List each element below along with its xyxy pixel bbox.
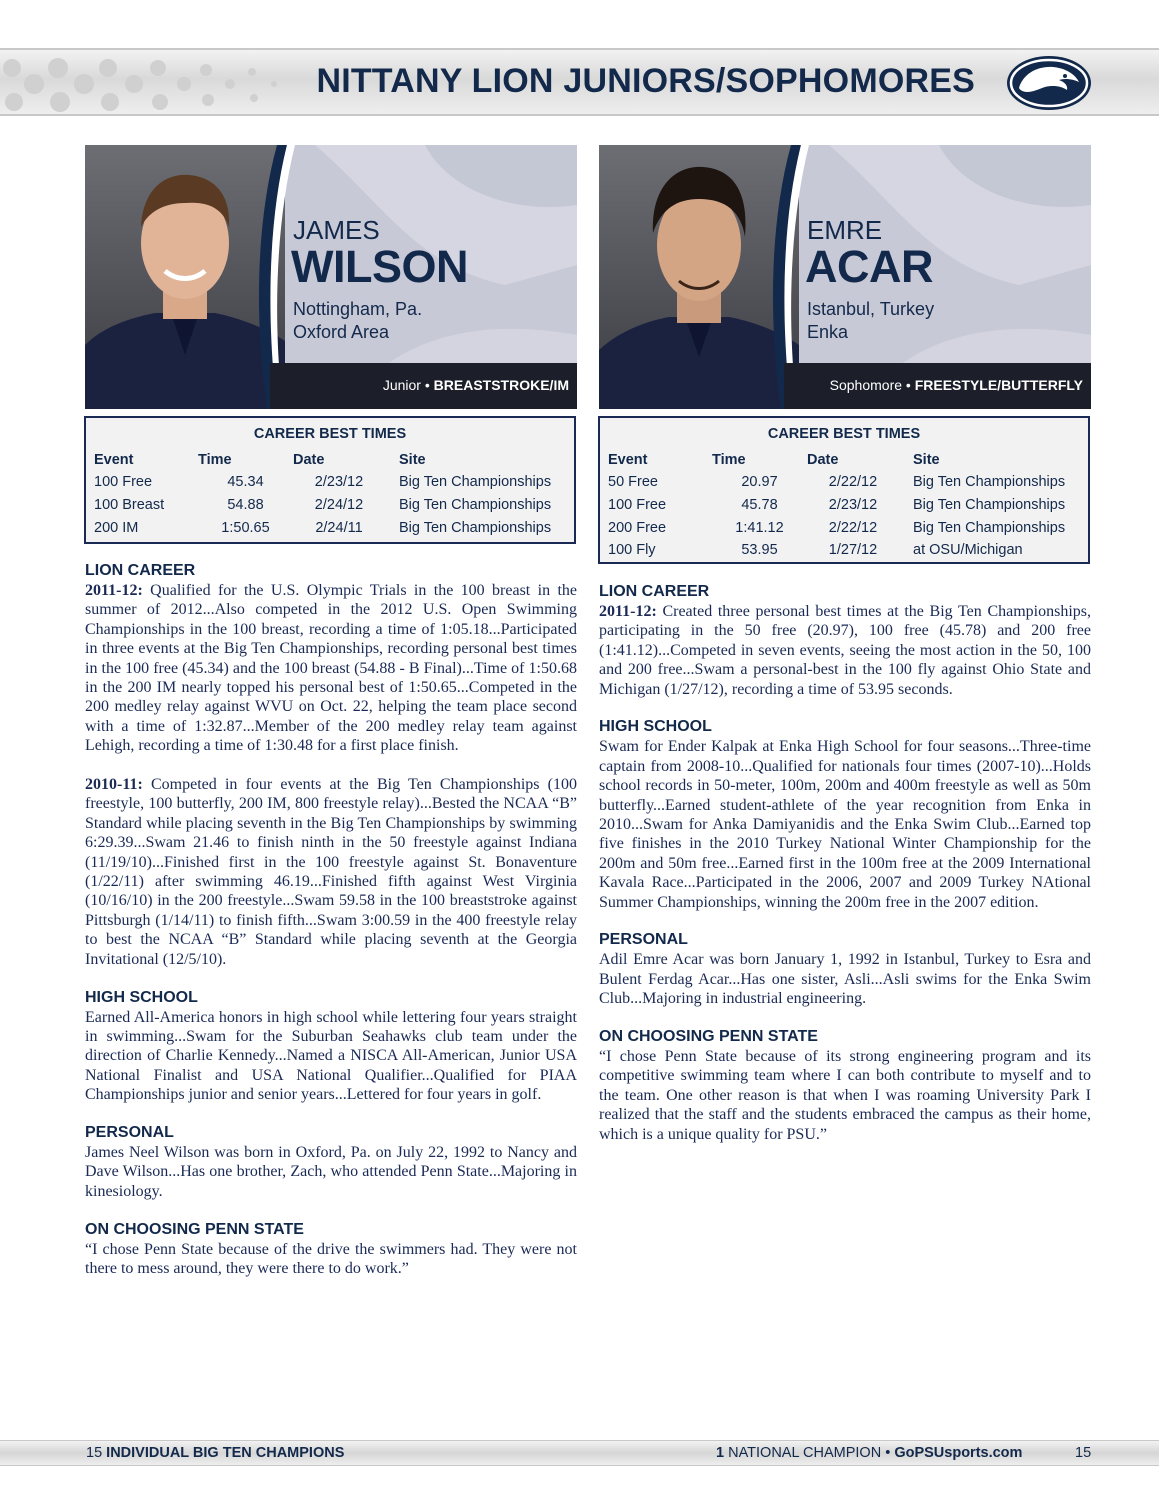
section-heading-lion-career: LION CAREER [85,562,196,579]
section-heading-personal: PERSONAL [599,931,688,949]
times-header-row: Event Time Date Site [608,451,940,468]
section-heading-choosing-penn-state: ON CHOOSING PENN STATE [599,1028,818,1046]
times-title: CAREER BEST TIMES [767,426,921,442]
nittany-lion-logo-icon [1005,54,1093,112]
table-row: 200 IM 1:50.65 2/24/11 Big Ten Championships [94,519,552,536]
high-school-paragraph: Swam for Ender Kalpak at Enka High School for four seasons...Three-time captain from 2008-10...Qualified for nationals four times (2007-10)...Holds school records in 50-meter, 100m, 200m and 400m freestyle as well as 50m butterfly...Earned student-athlete of the year recognition from Enka in 2010...Swam for Anka Damiyanidis and the Enka Swim Club...Earned top five finishes in the 2010 Turkey National Winter Championship for the 200m and 50m free...Earned first in the 100m free at the 2009 International Kavala Race...Participated in the 2006, 2007 and 2009 Turkey NAtional Summer Championships, winning the 200m free in the 2007 edition. [599,738,1091,911]
event-position: BREASTSTROKE/IM [433,377,569,393]
section-heading-personal: PERSONAL [85,1123,174,1141]
quote-paragraph: “I chose Penn State because of the drive the swimmers had. They were not there to mess around, they were there to do work.” [85,1240,577,1277]
table-row: 50 Free 20.97 2/22/12 Big Ten Championships [608,474,1066,491]
table-row: 100 Breast 54.88 2/24/12 Big Ten Championships [94,497,552,514]
page-number: 15 [1075,1445,1092,1461]
section-heading-high-school: HIGH SCHOOL [599,718,712,736]
athlete-first-name: JAMES [293,215,380,245]
table-row: 100 Fly 53.95 1/27/12 at OSU/Michigan [608,542,1023,559]
athlete-first-name: EMRE [807,215,883,245]
class-position-bar: Sophomore • FREESTYLE/BUTTERFLY [784,363,1091,409]
class-year: Sophomore [829,377,903,393]
class-position-bar: Junior • BREASTSTROKE/IM [270,363,577,409]
table-row: 100 Free 45.78 2/23/12 Big Ten Championships [608,497,1066,514]
quote-paragraph: “I chose Penn State because of its strong engineering program and its competitive swimming team where I can both contribute to myself and to the team. One other reason is that when I was roaming University Park I realized that the staff and the students embraced the campus as their home, which is a unique quality for PSU.” [599,1048,1091,1143]
footer-right-text: 1 NATIONAL CHAMPION • GoPSUsports.com [716,1445,1023,1461]
career-best-times-acar [598,416,1090,564]
career-best-times-wilson [84,416,576,544]
season-paragraph: 2011-12: Qualified for the U.S. Olympic Trials in the 100 breast in the summer of 2012...Also competed in the 2012 U.S. Open Swimming Championships in the 100 breast, recording a time of 1:05.18...Participated in three events at the Big Ten Championships, recording personal best times in the 100 free (45.34) and the 100 breast (54.88 - B Final)...Time of 1:50.68 in the 200 IM nearly topped his personal best of 1:50.65...Competed in the 200 medley relay against WVU on Oct. 22, helping the team place second with a time of 1:32.87...Member of the 200 medley relay team against Lehigh, recording a time of 1:30.48 for a first place finish. [85,582,577,755]
high-school-paragraph: Earned All-America honors in high school while lettering four years straight in swimming...Swam for the Suburban Seahawks club team under the direction of Charlie Kennedy...Named a NISCA All-American, Junior USA National Finalist and USA National Qualifier...Qualified for PIAA Championships junior and senior years...Lettered for four years in golf. [85,1008,577,1104]
personal-paragraph: James Neel Wilson was born in Oxford, Pa. on July 22, 1992 to Nancy and Dave Wilson...Has one brother, Zach, who attended Penn State...Majoring in kinesiology. [85,1143,577,1200]
season-paragraph: 2010-11: Competed in four events at the Big Ten Championships (100 freestyle, 100 butterfly, 200 IM, 800 freestyle relay)...Bested the NCAA “B” Standard while placing seventh in the Big Ten Championships by swimming 6:29.39...Swam 21.46 to finish ninth in the 50 freestyle against Indiana (11/19/10)...Finished first in the 100 freestyle against St. Bonaventure (1/22/11) after swimming 46.19...Finished fifth against West Virginia (10/16/10) in the 200 freestyle...Swam 59.58 in the 100 breaststroke against Pittsburgh (1/14/11) to finish fifth...Swam 3:00.59 in the 400 freestyle relay to best the NCAA “B” Standard while placing seventh at the Georgia Invitational (12/5/10). [85,776,578,968]
page-title: NITTANY LION JUNIORS/SOPHOMORES [316,62,975,100]
athlete-last-name: WILSON [291,241,468,292]
table-row: 100 Free 45.34 2/23/12 Big Ten Championships [94,474,552,491]
athlete-photo-wilson [85,145,285,409]
dot-pattern-decoration [0,50,320,116]
athlete-hometown: Nottingham, Pa. Oxford Area [293,299,423,342]
website-link[interactable]: GoPSUsports.com [894,1445,1023,1461]
athlete-hometown: Istanbul, Turkey Enka [807,299,935,342]
section-heading-choosing-penn-state: ON CHOOSING PENN STATE [85,1220,304,1238]
event-position: FREESTYLE/BUTTERFLY [914,377,1083,393]
header-banner [0,48,1159,116]
player-card-wilson [85,145,577,409]
class-year: Junior [382,377,421,393]
section-heading-lion-career: LION CAREER [599,583,710,600]
athlete-photo-acar [599,145,799,409]
athlete-last-name: ACAR [805,241,933,292]
bio-column-wilson [85,562,577,1298]
section-heading-high-school: HIGH SCHOOL [85,988,198,1006]
table-row: 200 Free 1:41.12 2/22/12 Big Ten Championships [608,519,1066,536]
player-card-acar [599,145,1091,409]
personal-paragraph: Adil Emre Acar was born January 1, 1992 in Istanbul, Turkey to Esra and Bulent Ferdag Acar...Has one sister, Asli...Asli swims for the Enka Swim Club...Majoring in industrial engineering. [599,951,1091,1008]
times-title: CAREER BEST TIMES [253,426,407,442]
season-paragraph: 2011-12: Created three personal best times at the Big Ten Championships, participating in the 50 free (20.97), 100 free (45.78) and 200 free (1:41.12)...Competed in seven events, seeing the most action in the 50, 100 and 200 free...Swam a personal-best in the 100 fly against Ohio State and Michigan (1/27/12), recording a time of 53.95 seconds. [599,603,1092,698]
page-footer [0,1440,1159,1466]
footer-left-text: 15 INDIVIDUAL BIG TEN CHAMPIONS [86,1445,345,1461]
bio-column-acar [599,583,1091,1164]
times-header-row: Event Time Date Site [94,451,426,468]
